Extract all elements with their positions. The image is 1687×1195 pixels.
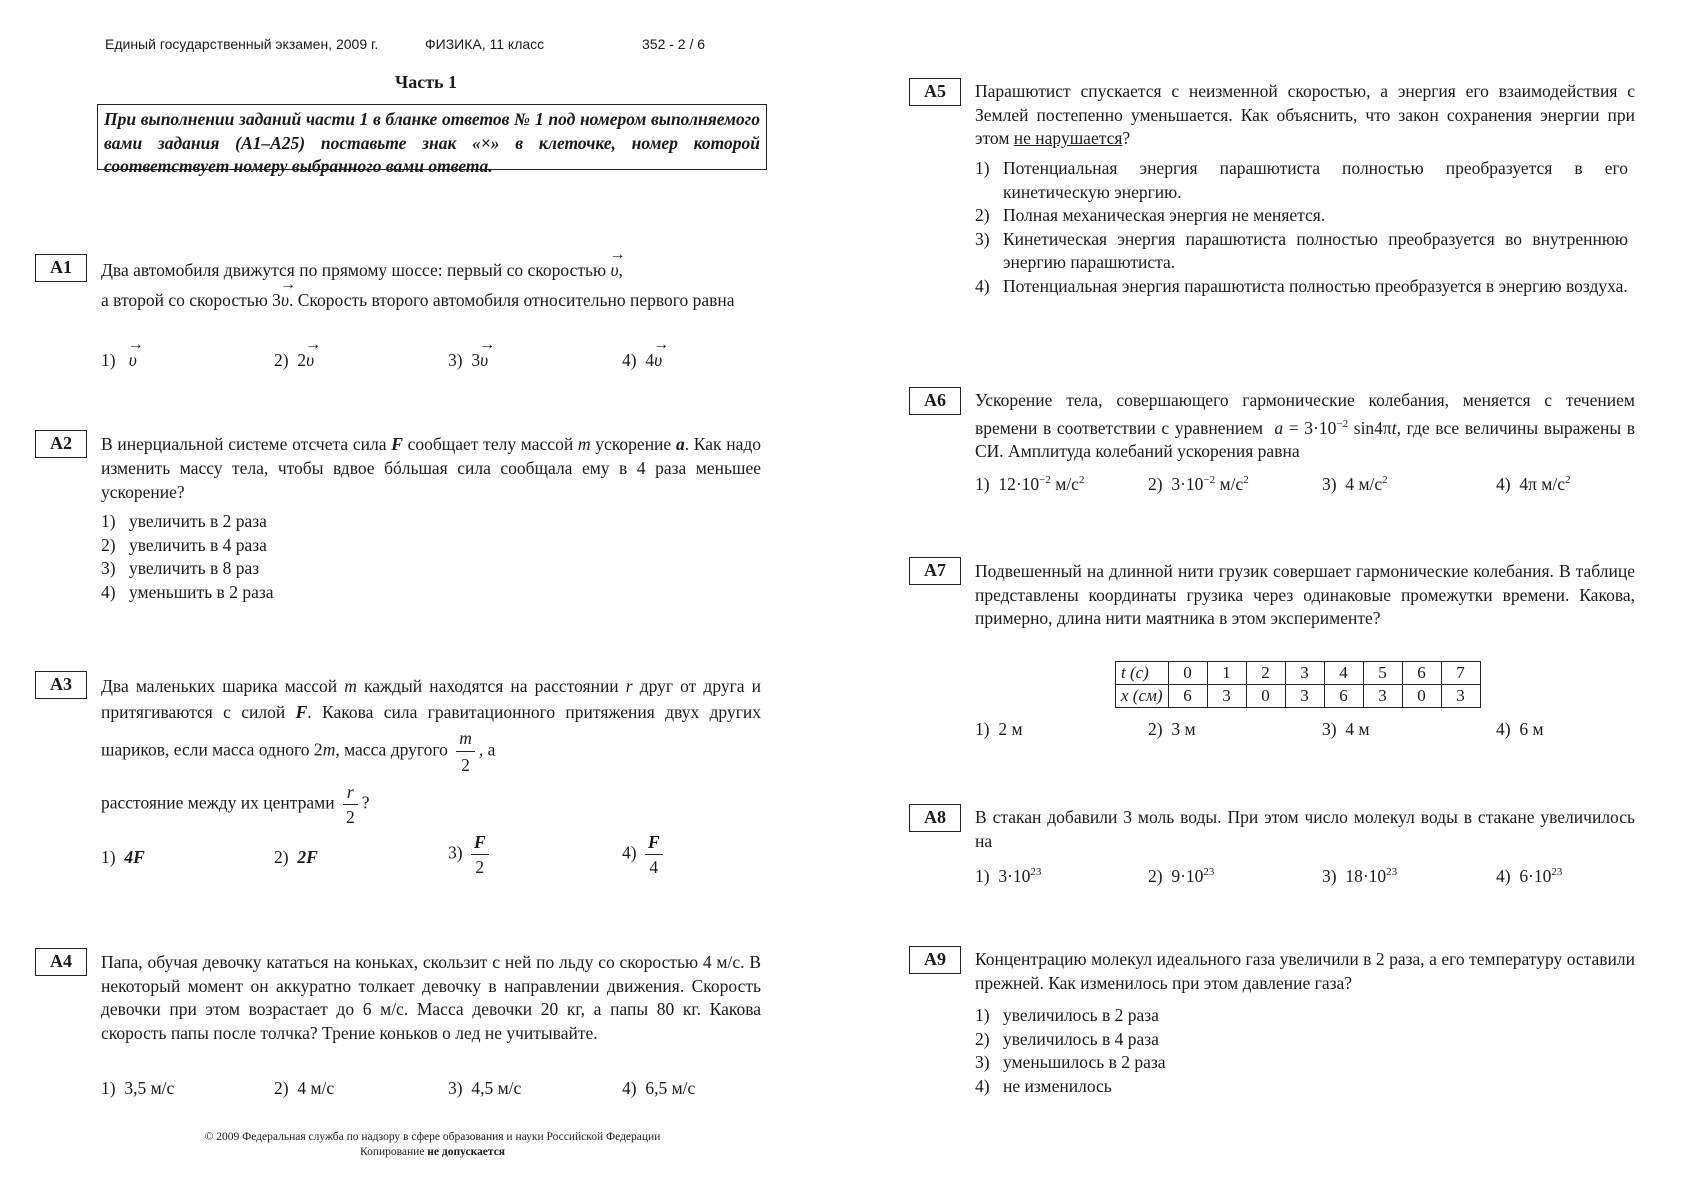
answer-option-a1-2[interactable]: 2) 2→ υ — [274, 342, 314, 372]
part-title: Часть 1 — [395, 72, 458, 92]
question-text-a5: Парашютист спускается с неизменной скоростью, а энергия его взаимодействия с Землей постепенно уменьшается. Как объяснить, что закон сохранения энергии при этом не нарушается? — [975, 81, 1635, 148]
question-text-a2: В инерциальной системе отсчета сила F сообщает телу массой m ускорение a. Как надо изменить массу тела, чтобы вдвое бóльшая сила сообщала ему в 4 раза меньшее ускорение? — [101, 434, 762, 502]
answer-option-a3-1[interactable]: 1) 4F — [101, 847, 145, 867]
answer-option-a8-4[interactable]: 4) $6\cdot 10^{23}$ — [1496, 865, 1563, 886]
table-row: x (см) 6 3 0 3 6 3 0 3 — [1116, 685, 1481, 708]
answer-options-a9 — [975, 1004, 1375, 1098]
fraction-m-over-2: $\frac{m}{2}$ — [456, 725, 475, 778]
question-text-a7: Подвешенный на длинной нити грузик совершает гармонические колебания. В таблице представлены координаты грузика через одинаковые промежутки времени. Какова, примерно, длина нити маятника в этом эксперименте? — [975, 561, 1635, 628]
question-label-a2: А2 — [35, 430, 87, 458]
question-text-a4: Папа, обучая девочку кататься на коньках, скользит с ней по льду со скоростью 4 м/с. В некоторый момент он аккуратно толкает девочку в направлении движения. Скорость девочки при этом возрастает до 6 м/с. Масса девочки 20 кг, а папы 80 кг. Какова скорость папы после толчка? Трение коньков о лед не учитывайте. — [101, 952, 761, 1043]
question-label-a4: А4 — [35, 948, 87, 976]
answer-option-a4-3[interactable]: 3) 4,5 м/с — [448, 1078, 522, 1098]
header-exam: Единый государственный экзамен, 2009 г. — [105, 36, 379, 52]
answer-options-a2 — [101, 510, 501, 604]
question-label-a7: А7 — [909, 557, 961, 585]
question-label-a8: А8 — [909, 804, 961, 832]
answer-option-a3-3[interactable]: 3) $\frac{F}{2}$ — [448, 830, 493, 879]
question-text-a3-distance: расстояние между их центрами $\frac{r}{2}$ ? — [101, 782, 370, 827]
velocity-vector: → υ — [281, 282, 289, 312]
answer-option-a1-1[interactable]: 1) → υ — [101, 342, 137, 372]
answer-option-a5-2[interactable]: 2) Полная механическая энергия не меняется. — [975, 205, 1326, 225]
pendulum-data-table — [1115, 661, 1481, 708]
header-page-code: 352 - 2 / 6 — [642, 36, 706, 52]
question-text-a1: Два автомобиля движутся по прямому шоссе: первый со скоростью → υ, а второй со скоростью 3→ υ. Скорость второго автомобиля относительно первого равна — [101, 252, 761, 312]
table-row: t (с) 0 1 2 3 4 5 6 7 — [1116, 662, 1481, 685]
answer-option-a2-2[interactable]: 2) увеличить в 4 раза — [101, 534, 267, 555]
answer-option-a4-2[interactable]: 2) 4 м/с — [274, 1078, 335, 1098]
answer-option-a7-4[interactable]: 4) 6 м — [1496, 719, 1544, 739]
answer-option-a4-4[interactable]: 4) 6,5 м/с — [622, 1078, 696, 1098]
answer-option-a5-3[interactable]: 3) Кинетическая энергия парашютиста полностью преобразуется во внутреннюю энергию парашютиста. — [975, 228, 1628, 272]
answer-option-a7-2[interactable]: 2) 3 м — [1148, 719, 1196, 739]
answer-option-a8-1[interactable]: 1) $3\cdot 10^{23}$ — [975, 865, 1042, 886]
answer-option-a9-2[interactable]: 2) увеличилось в 4 раза — [975, 1028, 1159, 1049]
velocity-vector: → υ — [610, 252, 618, 282]
question-label-a1: А1 — [35, 254, 87, 282]
answer-options-a5 — [975, 157, 1628, 298]
answer-option-a7-3[interactable]: 3) 4 м — [1322, 719, 1370, 739]
question-text-a9: Концентрацию молекул идеального газа увеличили в 2 раза, а его температуру оставили прежней. Как изменилось при этом давление газа? — [975, 949, 1635, 993]
answer-option-a1-4[interactable]: 4) 4→ υ — [622, 342, 662, 372]
answer-option-a5-1[interactable]: 1) Потенциальная энергия парашютиста полностью преобразуется в его кинетическую энергию. — [975, 158, 1628, 202]
header-subject: ФИЗИКА, 11 класс — [425, 36, 545, 52]
answer-option-a9-3[interactable]: 3) уменьшилось в 2 раза — [975, 1052, 1166, 1072]
question-label-a6: А6 — [909, 387, 961, 415]
question-label-a3: А3 — [35, 671, 87, 699]
answer-option-a6-2[interactable]: 2) $3\cdot 10^{-2}$ $м/с^2$ — [1148, 473, 1249, 494]
answer-option-a9-4[interactable]: 4) не изменилось — [975, 1075, 1112, 1096]
answer-option-a3-4[interactable]: 4) $\frac{F}{4}$ — [622, 830, 667, 879]
answer-option-a2-4[interactable]: 4) уменьшить в 2 раза — [101, 581, 274, 602]
answer-option-a2-1[interactable]: 1) увеличить в 2 раза — [101, 511, 267, 531]
answer-option-a4-1[interactable]: 1) 3,5 м/с — [101, 1078, 175, 1098]
question-text-a6: Ускорение тела, совершающего гармонические колебания, меняется с течением времени в соответствии с уравнением $a = 3\cdot 10^{-2}$ sin4πt, где все величины выражены в СИ. Амплитуда колебаний ускорения равна — [975, 390, 1635, 461]
answer-option-a6-4[interactable]: 4) 4π $м/с^2$ — [1496, 473, 1571, 494]
answer-option-a1-3[interactable]: 3) 3→ υ — [448, 342, 488, 372]
question-text-a8: В стакан добавили 3 моль воды. При этом число молекул воды в стакане увеличилось на — [975, 807, 1635, 851]
question-text-a3: Два маленьких шарика массой m каждый находятся на расстоянии r друг от друга и притягиваются с силой F. Какова сила гравитационного притяжения двух других шариков, если масса одного 2m, масса другого $\frac{m}{2}$ , а — [101, 673, 761, 778]
answer-option-a5-4[interactable]: 4) Потенциальная энергия парашютиста полностью преобразуется в энергию воздуха. — [975, 275, 1628, 296]
instructions-box: При выполнении заданий части 1 в бланке ответов № 1 под номером выполняемого вами задания (А1–А25) поставьте знак «×» в клеточке, номер которой соответствует номеру выбранного вами ответа. — [97, 104, 767, 170]
answer-option-a3-2[interactable]: 2) 2F — [274, 847, 318, 867]
answer-option-a6-3[interactable]: 3) 4 $м/с^2$ — [1322, 473, 1388, 494]
question-label-a5: А5 — [909, 78, 961, 106]
fraction-r-over-2: $\frac{r}{2}$ — [343, 780, 358, 829]
answer-option-a2-3[interactable]: 3) увеличить в 8 раз — [101, 558, 260, 578]
answer-option-a6-1[interactable]: 1) $12\cdot 10^{-2}$ $м/с^2$ — [975, 473, 1085, 494]
answer-option-a8-3[interactable]: 3) $18\cdot 10^{23}$ — [1322, 865, 1398, 886]
answer-option-a9-1[interactable]: 1) увеличилось в 2 раза — [975, 1005, 1159, 1025]
footer-copyright: © 2009 Федеральная служба по надзору в сфере образования и науки Российской Федерации Копирование не допускается — [204, 1131, 661, 1158]
answer-option-a8-2[interactable]: 2) $9\cdot 10^{23}$ — [1148, 865, 1215, 886]
answer-option-a7-1[interactable]: 1) 2 м — [975, 719, 1023, 739]
question-label-a9: А9 — [909, 946, 961, 974]
